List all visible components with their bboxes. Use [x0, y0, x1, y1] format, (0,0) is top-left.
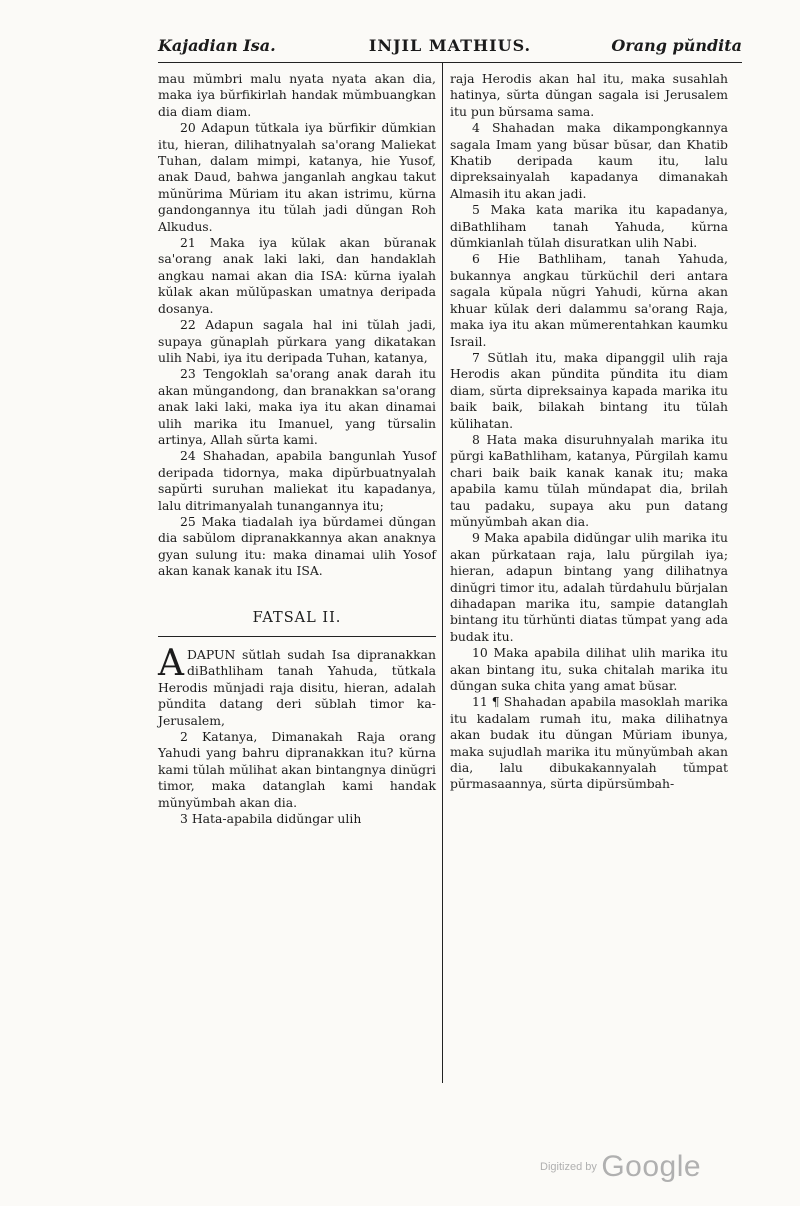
verse-paragraph: 24 Shahadan, apabila bangunlah Yusof deripada tidornya, maka dipŭrbuatnyalah sapŭrti suruhan maliekat itu kapadanya, lalu ditrimanyalah tunangannya itu;: [158, 448, 436, 513]
verse-paragraph: 20 Adapun tŭtkala iya bŭrfikir dŭmkian itu, hieran, dilihatnyalah sa'orang Maliekat Tuhan, dalam mimpi, katanya, hie Yusof, anak Daud, bahwa janganlah angkau takut mŭnŭrima Mŭriam itu akan istrimu, kŭrna gandongannya itu tŭlah jadi dŭngan Roh Alkudus.: [158, 120, 436, 234]
book-page: [158, 36, 742, 827]
verse-paragraph: 2 Katanya, Dimanakah Raja orang Yahudi yang bahru dipranakkan itu? kŭrna kami tŭlah mŭlihat akan bintangnya dinŭgri timor, maka datanglah kami handak mŭnyŭmbah akan dia.: [158, 729, 436, 810]
verse-paragraph: 3 Hata-apabila didŭngar ulih: [180, 811, 362, 827]
continued-paragraph: raja Herodis akan hal itu, maka susahlah hatinya, sŭrta dŭngan sagala isi Jerusalem itu pun bŭrsama sama.: [450, 71, 728, 119]
left-column: [158, 71, 436, 827]
verse-paragraph: 7 Sŭtlah itu, maka dipanggil ulih raja Herodis akan pŭndita pŭndita itu diam diam, sŭrta dipreksainya kapada marika itu baik baik, bilakah bintang itu tŭlah kŭlihatan.: [450, 349, 728, 431]
digitized-watermark: [540, 1150, 701, 1184]
verse-paragraph: 5 Maka kata marika itu kapadanya, diBathliham tanah Yahuda, kŭrna dŭmkianlah tŭlah disuratkan ulih Nabi.: [450, 202, 728, 251]
verse-paragraph: 11 ¶ Shahadan apabila masoklah marika itu kadalam rumah itu, maka dilihatnya akan budak itu dŭngan Mŭriam ibunya, maka sujudlah marika itu mŭnyŭmbah akan dia, lalu dibukakannyalah tŭmpat pŭrmasaannya, sŭrta dipŭrsŭmbah-: [450, 694, 728, 792]
verse-paragraph: 22 Adapun sagala hal ini tŭlah jadi, supaya gŭnaplah pŭrkara yang dikatakan ulih Nabi, iya itu deripada Tuhan, katanya,: [158, 317, 436, 365]
header-right: Orang pŭndita: [611, 36, 742, 55]
running-header: [158, 36, 742, 63]
left-verses-before-chapter: [158, 71, 436, 580]
verse-paragraph: 25 Maka tiadalah iya bŭrdamei dŭngan dia sabŭlom dipranakkannya akan anaknya gyan sulung itu: maka dinamai ulih Yosof akan kanak kanak itu ISA.: [158, 513, 436, 579]
chapter-title: FATSAL II.: [252, 609, 342, 626]
left-verses-after-chapter: [158, 643, 436, 827]
verse-paragraph: 6 Hie Bathliham, tanah Yahuda, bukannya angkau tŭrkŭchil deri antara sagala kŭpala nŭgri Yahudi, kŭrna akan khuar kŭlak deri dalammu sa'orang Raja, maka iya itu akan mŭmerentahkan kaumku Israil.: [450, 251, 728, 349]
verse-text: DAPUN sŭtlah sudah Isa dipranakkan diBathliham tanah Yahuda, tŭtkala Herodis mŭnjadi raja disitu, hieran, adalah pŭndita datang deri sŭblah timor ka-Jerusalem,: [158, 647, 436, 728]
right-column: [450, 71, 728, 793]
verse-paragraph: 8 Hata maka disuruhnyalah marika itu pŭrgi kaBathliham, katanya, Pŭrgilah kamu chari baik baik kanak kanak itu; maka apabila kamu tŭlah mŭndapat dia, brilah tau padaku, supaya aku pun datang mŭnyŭmbah akan dia.: [450, 431, 728, 529]
header-left: Kajadian Isa.: [158, 36, 276, 55]
column-divider: [442, 63, 443, 1083]
header-title: INJIL MATHIUS.: [368, 36, 532, 55]
verse-paragraph: 21 Maka iya kŭlak akan bŭranak sa'orang anak laki laki, dan handaklah angkau namai akan dia ISA: kŭrna iyalah kŭlak akan mŭlŭpaskan umatnya deripada dosanya.: [158, 235, 436, 316]
verse-paragraph: 23 Tengoklah sa'orang anak darah itu akan mŭngandong, dan branakkan sa'orang anak laki laki, maka iya itu akan dinamai ulih marika itu Imanuel, yang tŭrsalin artinya, Allah sŭrta kami.: [158, 366, 436, 447]
verse-paragraph: 10 Maka apabila dilihat ulih marika itu akan bintang itu, suka chitalah marika itu dŭngan suka chita yang amat bŭsar.: [450, 645, 728, 694]
google-logo: Google: [601, 1150, 702, 1183]
digitized-prefix: Digitized by: [540, 1161, 597, 1173]
verse-paragraph: 9 Maka apabila didŭngar ulih marika itu akan pŭrkataan raja, lalu pŭrgilah iya; hieran, adapun bintang yang dilihatnya dinŭgri timor itu, adalah tŭrdahulu bŭrjalan dihadapan marika itu, sampie datanglah bintang itu tŭrhŭnti diatas tŭmpat yang ada budak itu.: [450, 530, 728, 644]
verse-paragraph: 4 Shahadan maka dikampongkannya sagala Imam yang bŭsar bŭsar, dan Khatib Khatib deripada kaum itu, lalu dipreksainyalah kapadanya dimanakah Almasih itu akan jadi.: [450, 120, 728, 201]
drop-cap-letter: A: [158, 643, 184, 684]
chapter-rule: [158, 636, 436, 637]
verse-paragraph: [158, 643, 436, 729]
continued-paragraph: mau mŭmbri malu nyata nyata akan dia, maka iya bŭrfikirlah handak mŭmbuangkan dia diam diam.: [158, 71, 436, 119]
